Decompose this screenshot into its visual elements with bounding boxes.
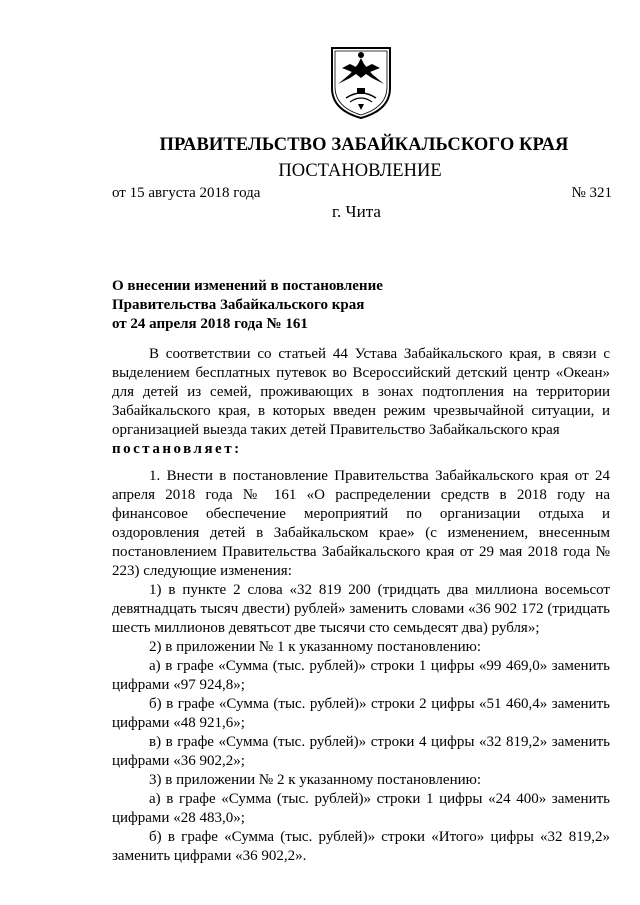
document-number: № 321 [571,185,612,201]
subitem-3: 3) в приложении № 2 к указанному постановлению: [149,772,481,788]
subject-line: Правительства Забайкальского края [112,297,365,313]
subitem-3a: а) в графе «Сумма (тыс. рублей)» строки 1 цифры «24 400» заменить цифрами «28 483,0»; [112,791,610,826]
preamble-paragraph: В соответствии со статьей 44 Устава Забайкальского края, в связи с выделением бесплатных путевок во Всероссийский детский центр «Океан» для детей из семей, проживающих в зонах подтопления на территории Забайкальского края, в которых введен режим чрезвычайной ситуации, и организацией выезда таких детей Правительство Забайкальского края [112,346,610,438]
item-1-paragraph: 1. Внести в постановление Правительства Забайкальского края от 24 апреля 2018 года № 161 «О распределении средств в 2018 году на финансовое обеспечение мероприятий по организации отдыха и оздоровления детей в Забайкальском крае» (с изменением, внесенным постановлением Правительства Забайкальского края от 29 мая 2018 года № 223) следующие изменения: [112,468,610,579]
subitem-3b: б) в графе «Сумма (тыс. рублей)» строки «Итого» цифры «32 819,2» заменить цифрами «36 902,2». [112,829,610,864]
subject-line: О внесении изменений в постановление [112,278,383,294]
document-type: ПОСТАНОВЛЕНИЕ [278,161,442,181]
subitem-2: 2) в приложении № 1 к указанному постановлению: [149,639,481,655]
subitem-2c: в) в графе «Сумма (тыс. рублей)» строки 4 цифры «32 819,2» заменить цифрами «36 902,2»; [112,734,610,769]
document-body [112,345,610,866]
government-title: ПРАВИТЕЛЬСТВО ЗАБАЙКАЛЬСКОГО КРАЯ [159,135,569,155]
coat-of-arms-icon [328,44,394,120]
document-date: от 15 августа 2018 года [112,185,261,201]
subitem-2b: б) в графе «Сумма (тыс. рублей)» строки 2 цифры «51 460,4» заменить цифрами «48 921,6»; [112,696,610,731]
decree-word-text: постановляет: [112,441,242,457]
document-subject [112,277,383,334]
subject-line: от 24 апреля 2018 года № 161 [112,316,308,332]
document-city: г. Чита [332,202,381,221]
subitem-1: 1) в пункте 2 слова «32 819 200 (тридцать два миллиона восемьсот девятнадцать тысяч двести) рублей» заменить словами «36 902 172 (тридцать шесть миллионов девятьсот две тысячи сто семьдесят два) рубля»; [112,582,610,636]
subitem-2a: а) в графе «Сумма (тыс. рублей)» строки 1 цифры «99 469,0» заменить цифрами «97 924,8»; [112,658,610,693]
decree-word [112,440,610,459]
